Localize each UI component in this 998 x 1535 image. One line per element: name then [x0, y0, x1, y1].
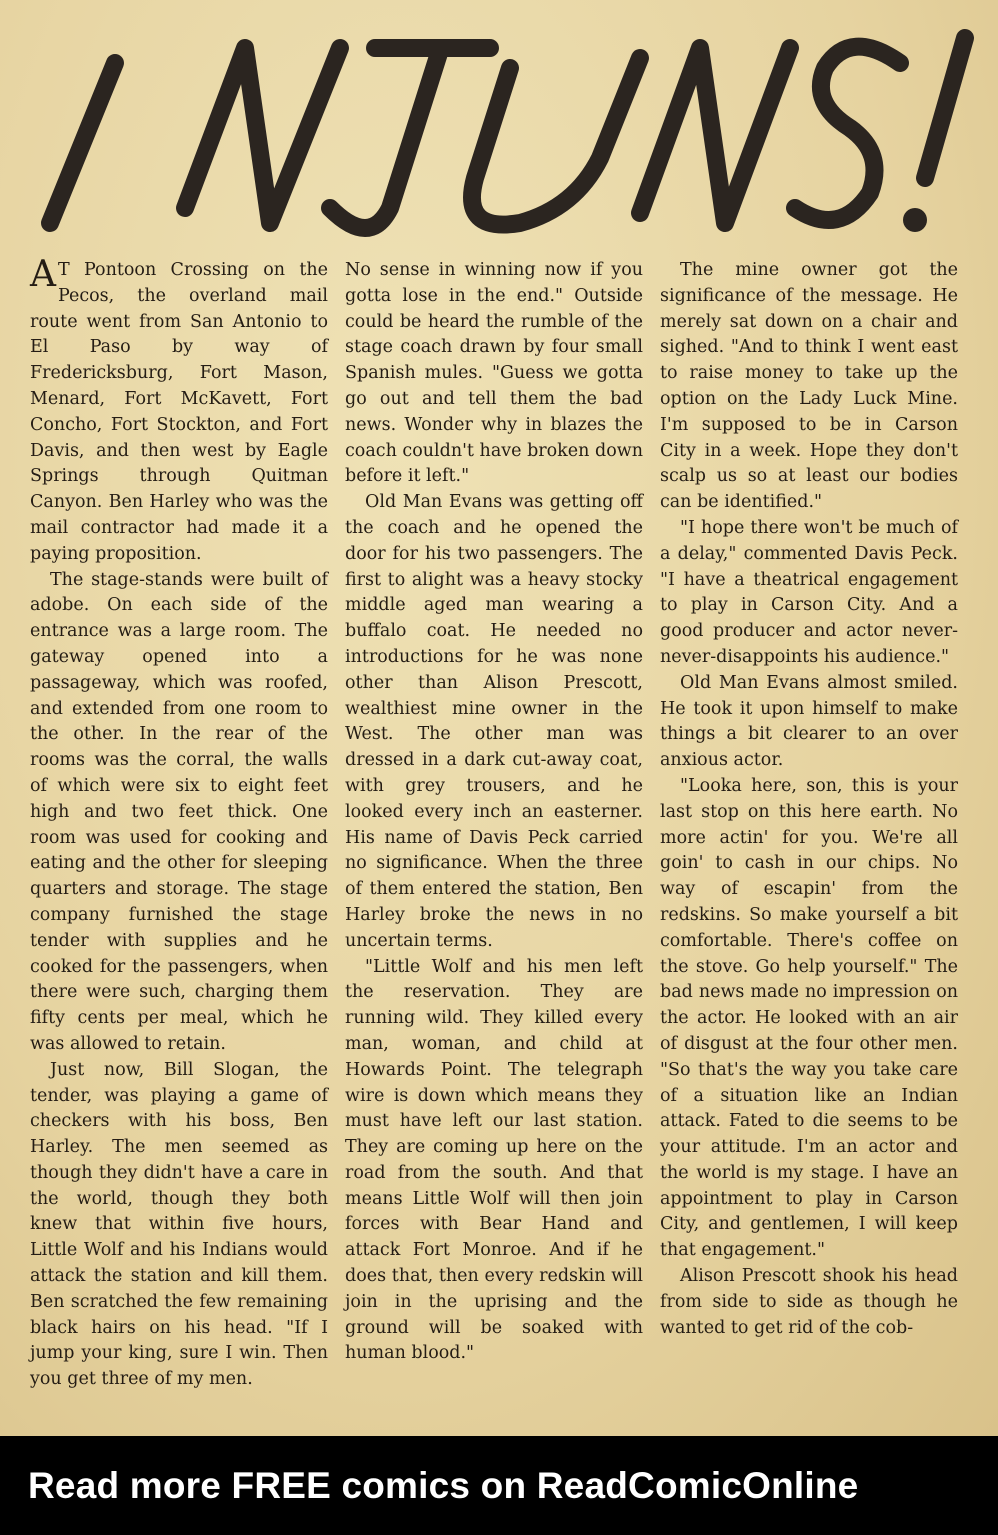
paragraph: Old Man Evans was getting off the coach and he opened the door for his two passengers. The first to alight was a heavy stocky middle aged man wearing a buffalo coat. He needed no introductions for he was none other than Alison Prescott, wealthiest mine owner in the West. The other man was dressed in a dark cut-away coat, with grey trousers, and he looked every inch an easterner. His name of Davis Peck carried no significance. When the three of them entered the station, Ben Harley broke the news in no uncertain terms. [345, 492, 643, 951]
paragraph: Just now, Bill Slogan, the tender, was playing a game of checkers with his boss, Ben Harley. The men seemed as though they didn't have a care in the world, though they both knew that within five hours, Little Wolf and his Indians would attack the station and kill them. Ben scratched the few remaining black hairs on his head. "If I jump your king, sure I win. Then you get three of my men. [30, 1059, 328, 1390]
drop-cap: A [30, 254, 56, 295]
promo-banner[interactable] [0, 1436, 998, 1535]
paragraph: A T Pontoon Crossing on the Pecos, the overland mail route went from San Antonio to El Paso by way of Fredericksburg, Fort Mason, Menard, Fort McKavett, Fort Concho, Fort Stockton, and Fort Davis, and then west by Eagle Springs through Quitman Canyon. Ben Harley who was the mail contractor had made it a paying proposition. [30, 254, 328, 564]
paragraph: "Looka here, son, this is your last stop on this here earth. No more actin' for you. We're all goin' to cash in our chips. No way of escapin' from the redskins. So make yourself a bit comfortable. There's coffee on the stove. Go help yourself." The bad news made no impression on the actor. He looked with an air of disgust at the four other men. "So that's the way you take care of a situation like an Indian attack. Fated to die seems to be your attitude. I'm an actor and the world is my stage. I have an appointment to play in Carson City, and gentlemen, I will keep that engagement." [660, 775, 958, 1261]
paragraph: No sense in winning now if you gotta lose in the end." Outside could be heard the rumble of the stage coach drawn by four small Spanish mules. "Guess we gotta go out and tell them the bad news. Wonder why in blazes the coach couldn't have broken down before it left." [345, 260, 643, 487]
story-title [20, 8, 980, 253]
paragraph: The mine owner got the significance of the message. He merely sat down on a chair and sighed. "And to think I went east to raise money to take up the option on the Lady Luck Mine. I'm supposed to be in Carson City in a week. Hope they don't scalp us so at least our bodies can be identified." [660, 260, 958, 513]
promo-banner-text[interactable]: Read more FREE comics on ReadComicOnline [28, 1464, 859, 1506]
paragraph: Alison Prescott shook his head from side to side as though he wanted to get rid of the cob- [660, 1266, 958, 1338]
title-lettering [20, 8, 980, 253]
paragraph: "I hope there won't be much of a delay," commented Davis Peck. "I have a theatrical engagement to play in Carson City. And a good producer and actor never-never-disappoints his audience." [660, 517, 958, 667]
paragraph: Old Man Evans almost smiled. He took it upon himself to make things a bit clearer to an over anxious actor. [660, 672, 958, 771]
column-3 [660, 258, 958, 1428]
story-body [30, 254, 970, 1428]
paragraph: "Little Wolf and his men left the reservation. They are running wild. They killed every man, woman, and child at Howards Point. The telegraph wire is down which means they must have left our last station. They are coming up here on the road from the south. And that means Little Wolf will then join forces with Bear Hand and attack Fort Monroe. And if he does that, then every redskin will join in the uprising and the ground will be soaked with human blood." [345, 956, 643, 1364]
paragraph: The stage-stands were built of adobe. On each side of the entrance was a large room. The gateway opened into a passageway, which was roofed, and extended from one room to the other. In the rear of the rooms was the corral, the walls of which were six to eight feet high and two feet thick. One room was used for cooking and eating and the other for sleeping quarters and storage. The stage company furnished the stage tender with supplies and he cooked for the passengers, when there were such, charging them fifty cents per meal, which he was allowed to retain. [30, 569, 328, 1054]
column-1 [30, 254, 328, 1428]
column-2 [345, 258, 643, 1428]
